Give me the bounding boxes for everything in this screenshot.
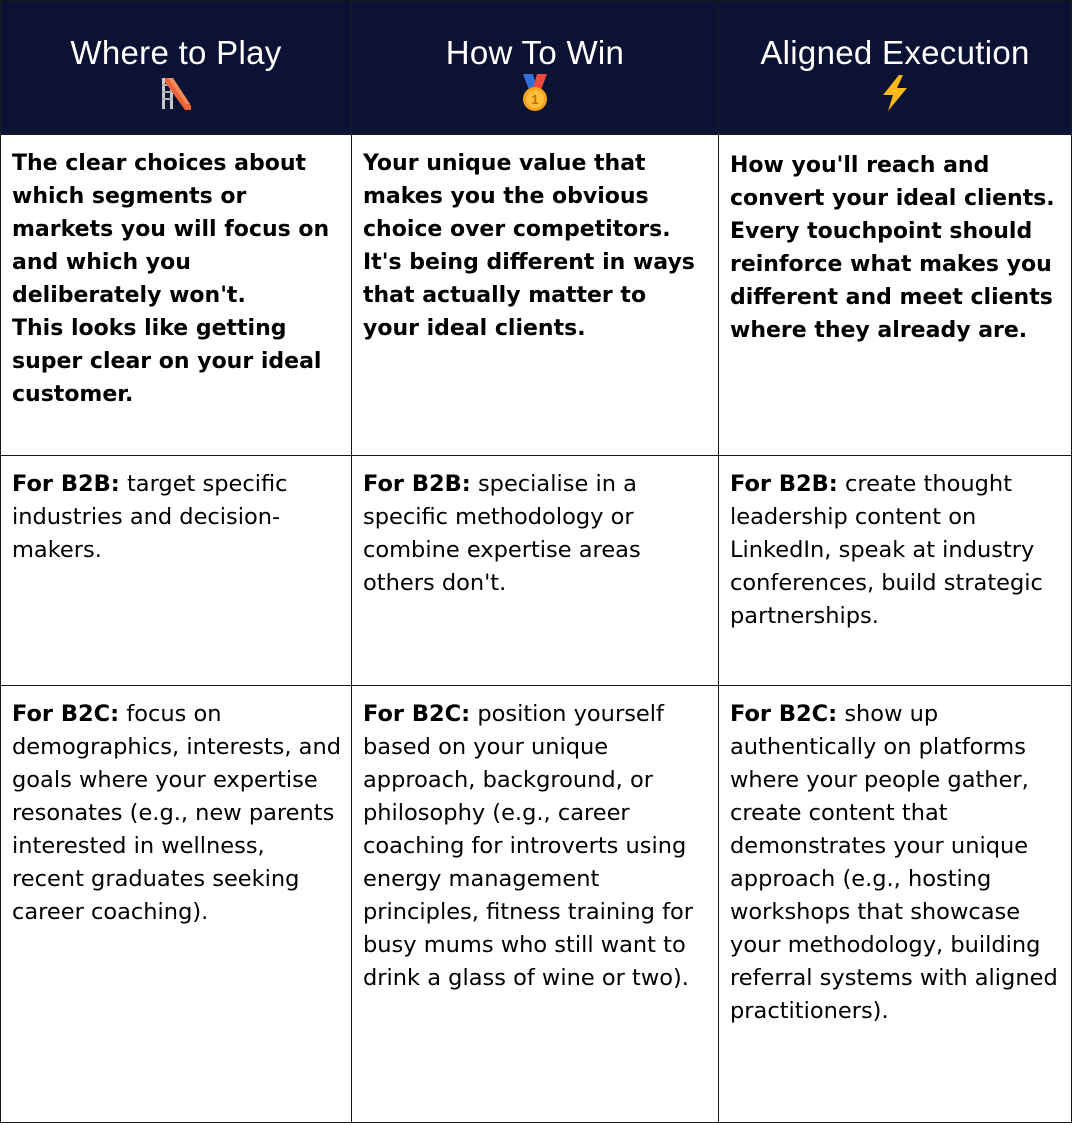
b2c-label: For B2C: bbox=[730, 701, 838, 727]
b2c-row bbox=[1, 686, 1072, 1123]
b2c-cell-where-to-play bbox=[1, 686, 352, 1123]
header-row bbox=[1, 1, 1072, 135]
high-voltage-icon bbox=[719, 74, 1071, 112]
b2b-cell-how-to-win bbox=[352, 456, 719, 686]
playground-slide-icon bbox=[1, 74, 351, 112]
column-title-where-to-play: Where to Play bbox=[70, 34, 282, 71]
intro-paragraph: This looks like getting super clear on your ideal customer. bbox=[12, 316, 322, 407]
header-cell-how-to-win bbox=[352, 1, 719, 135]
b2b-text: create thought leadership content on LinkedIn, speak at industry conferences, build strategic partnerships. bbox=[730, 471, 1043, 629]
intro-paragraph: Your unique value that makes you the obvious choice over competitors. bbox=[363, 151, 671, 242]
b2c-label: For B2C: bbox=[363, 701, 471, 727]
b2b-text: specialise in a specific methodology or combine expertise areas others don't. bbox=[363, 471, 641, 596]
b2c-label: For B2C: bbox=[12, 701, 120, 727]
intro-cell-aligned-execution bbox=[719, 135, 1072, 456]
column-title-how-to-win: How To Win bbox=[445, 34, 625, 71]
svg-text:1: 1 bbox=[531, 92, 539, 107]
intro-cell-where-to-play bbox=[1, 135, 352, 456]
b2b-cell-where-to-play bbox=[1, 456, 352, 686]
b2b-cell-aligned-execution bbox=[719, 456, 1072, 686]
b2c-cell-how-to-win bbox=[352, 686, 719, 1123]
intro-paragraph: It's being different in ways that actually matter to your ideal clients. bbox=[363, 250, 695, 341]
b2b-label: For B2B: bbox=[730, 471, 838, 497]
b2c-text: show up authentically on platforms where your people gather, create content that demonstrates your unique approach (e.g., hosting workshops that showcase your methodology, building referral systems with aligned practitioners). bbox=[730, 701, 1058, 1024]
b2c-text: position yourself based on your unique approach, background, or philosophy (e.g., career coaching for introverts using energy management principles, fitness training for busy mums who still want to drink a glass of wine or two). bbox=[363, 701, 694, 991]
column-title-aligned-execution: Aligned Execution bbox=[760, 34, 1030, 71]
b2b-label: For B2B: bbox=[12, 471, 120, 497]
header-cell-aligned-execution bbox=[719, 1, 1072, 135]
b2b-label: For B2B: bbox=[363, 471, 471, 497]
b2c-text: focus on demographics, interests, and goals where your expertise resonates (e.g., new parents interested in wellness, recent graduates seeking career coaching). bbox=[12, 701, 341, 925]
header-cell-where-to-play bbox=[1, 1, 352, 135]
intro-cell-how-to-win bbox=[352, 135, 719, 456]
intro-paragraph: The clear choices about which segments or markets you will focus on and which you deliberately won't. bbox=[12, 151, 330, 308]
b2c-cell-aligned-execution bbox=[719, 686, 1072, 1123]
intro-row bbox=[1, 135, 1072, 456]
intro-paragraph: How you'll reach and convert your ideal clients. Every touchpoint should reinforce what makes you different and meet clients where they already are. bbox=[730, 153, 1055, 343]
b2b-row bbox=[1, 456, 1072, 686]
first-place-medal-icon bbox=[352, 74, 718, 112]
b2b-text: target specific industries and decision-makers. bbox=[12, 471, 288, 563]
